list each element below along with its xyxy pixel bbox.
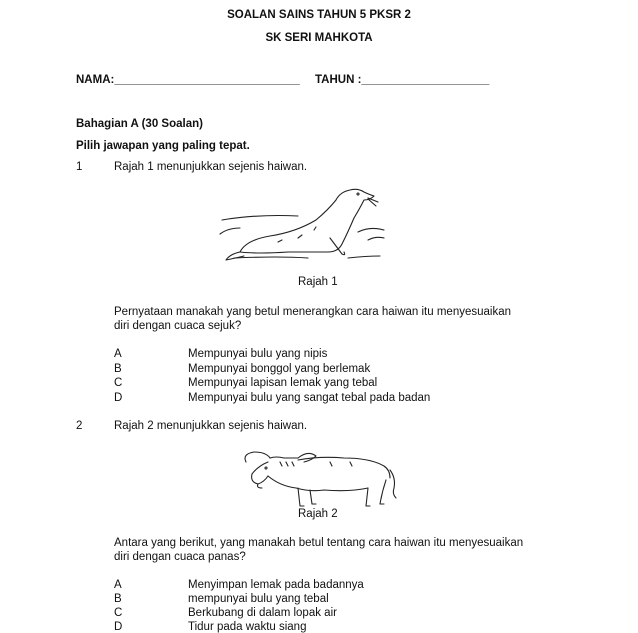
option-text-b: mempunyai bulu yang tebal — [188, 593, 329, 605]
option-letter-c: C — [114, 377, 123, 389]
seal-illustration — [218, 182, 388, 262]
exam-title: SOALAN SAINS TAHUN 5 PKSR 2 — [227, 9, 411, 21]
question-text-line: diri dengan cuaca panas? — [114, 551, 246, 563]
option-letter-c: C — [114, 607, 123, 619]
question-intro: Rajah 1 menunjukkan sejenis haiwan. — [114, 161, 308, 173]
buffalo-illustration — [240, 448, 400, 512]
section-title: Bahagian A (30 Soalan) — [76, 118, 203, 130]
option-text-d: Tidur pada waktu siang — [188, 621, 307, 633]
option-letter-d: D — [114, 621, 123, 633]
option-letter-a: A — [114, 579, 122, 591]
option-text-a: Menyimpan lemak pada badannya — [188, 579, 364, 591]
figure-caption: Rajah 1 — [298, 276, 338, 288]
name-field-label: NAMA:_____________________________ — [76, 74, 300, 86]
question-intro: Rajah 2 menunjukkan sejenis haiwan. — [114, 420, 308, 432]
option-text-c: Berkubang di dalam lopak air — [188, 607, 337, 619]
question-text-line: diri dengan cuaca sejuk? — [114, 320, 242, 332]
question-text-line: Pernyataan manakah yang betul menerangkan cara haiwan itu menyesuaikan — [114, 306, 512, 318]
figure-caption: Rajah 2 — [298, 508, 338, 520]
option-text-c: Mempunyai lapisan lemak yang tebal — [188, 377, 378, 389]
option-text-a: Mempunyai bulu yang nipis — [188, 348, 328, 360]
section-instruction: Pilih jawapan yang paling tepat. — [76, 140, 250, 152]
year-field-label: TAHUN :____________________ — [315, 74, 490, 86]
question-text-line: Antara yang berikut, yang manakah betul tentang cara haiwan itu menyesuaikan — [114, 537, 524, 549]
option-letter-d: D — [114, 392, 123, 404]
option-letter-b: B — [114, 593, 122, 605]
question-number: 1 — [76, 161, 83, 173]
option-text-d: Mempunyai bulu yang sangat tebal pada badan — [188, 392, 431, 404]
option-text-b: Mempunyai bonggol yang berlemak — [188, 363, 371, 375]
option-letter-a: A — [114, 348, 122, 360]
option-letter-b: B — [114, 363, 122, 375]
school-name: SK SERI MAHKOTA — [265, 32, 373, 44]
question-number: 2 — [76, 420, 83, 432]
